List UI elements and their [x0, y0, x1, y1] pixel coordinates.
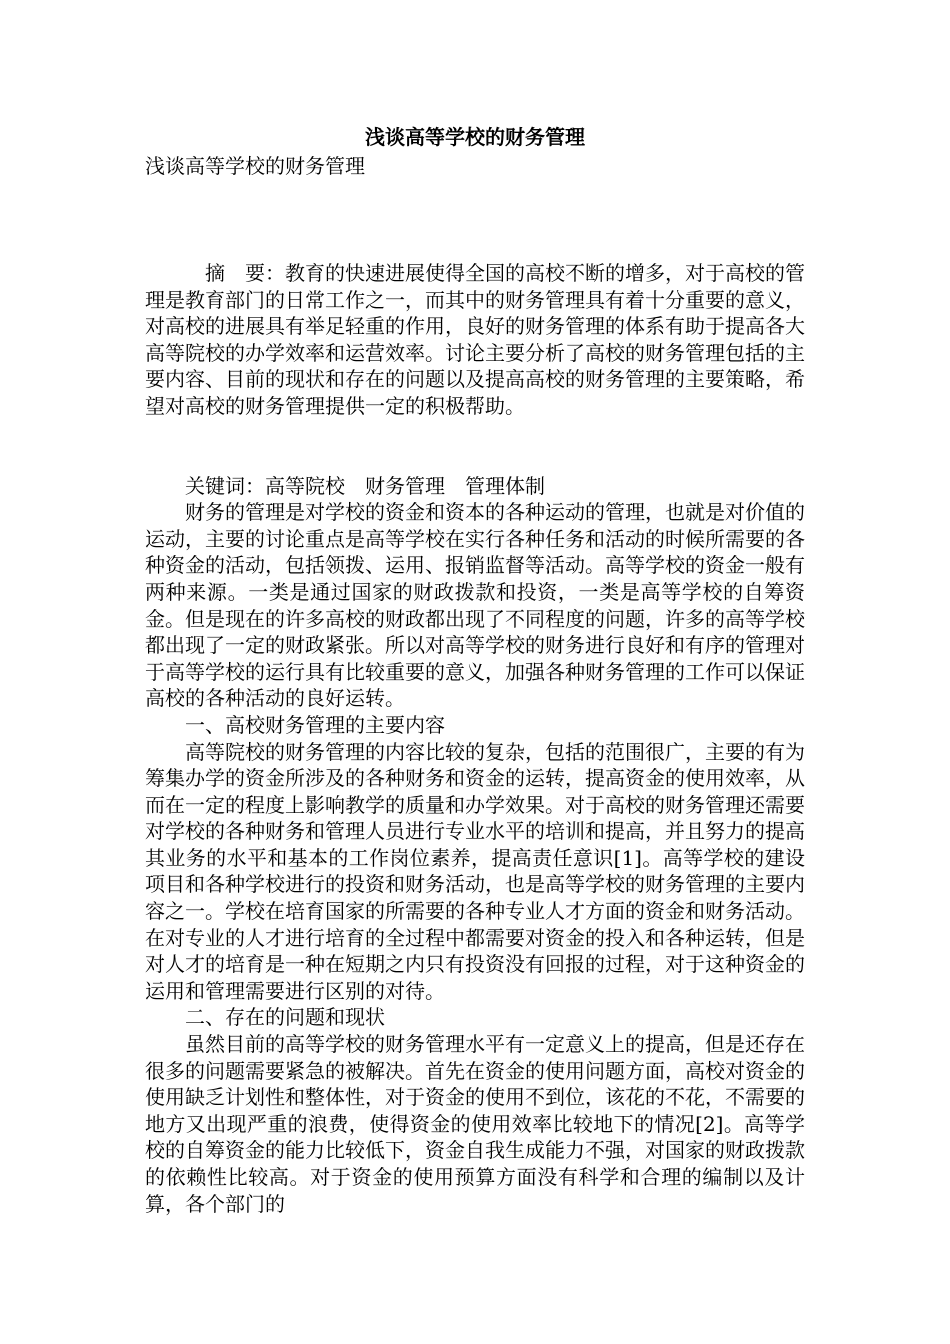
section-heading-2: 二、存在的问题和现状 [185, 1005, 385, 1030]
document-title: 浅谈高等学校的财务管理 [365, 125, 585, 149]
body-paragraph-3: 虽然目前的高等学校的财务管理水平有一定意义上的提高，但是还存在很多的问题需要紧急的被解决。首先在资金的使用问题方面，高校对资金的使用缺乏计划性和整体性，对于资金的使用不到位，该花的不花，不需要的地方又出现严重的浪费，使得资金的使用效率比较地下的情况[2]。高等学校的自筹资金的能力比较低下，资金自我生成能力不强，对国家的财政拨款的依赖性比较高。对于资金的使用预算方面没有科学和合理的编制以及计算，各个部门的 [145, 1032, 805, 1216]
keywords-line: 关键词：高等院校 财务管理 管理体制 [185, 473, 545, 498]
document-page [145, 122, 805, 1217]
body-paragraph-1: 财务的管理是对学校的资金和资本的各种运动的管理，也就是对价值的运动，主要的讨论重点是高等学校在实行各种任务和活动的时候所需要的各种资金的活动，包括领拨、运用、报销监督等活动。高等学校的资金一般有两种来源。一类是通过国家的财政拨款和投资，一类是高等学校的自筹资金。但是现在的许多高校的财政都出现了不同程度的问题，许多的高等学校都出现了一定的财政紧张。所以对高等学校的财务进行良好和有序的管理对于高等学校的运行具有比较重要的意义，加强各种财务管理的工作可以保证高校的各种活动的良好运转。 [145, 500, 805, 711]
document-subtitle: 浅谈高等学校的财务管理 [145, 154, 365, 178]
body-paragraph-2: 高等院校的财务管理的内容比较的复杂，包括的范围很广，主要的有为筹集办学的资金所涉及的各种财务和资金的运转，提高资金的使用效率，从而在一定的程度上影响教学的质量和办学效果。对于高校的财务管理还需要对学校的各种财务和管理人员进行专业水平的培训和提高，并且努力的提高其业务的水平和基本的工作岗位素养，提高责任意识[1]。高等学校的建设项目和各种学校进行的投资和财务活动，也是高等学校的财务管理的主要内容之一。学校在培育国家的所需要的各种专业人才方面的资金和财务活动。在对专业的人才进行培育的全过程中都需要对资金的投入和各种运转，但是对人才的培育是一种在短期之内只有投资没有回报的过程，对于这种资金的运用和管理需要进行区别的对待。 [145, 739, 805, 1003]
section-heading-1: 一、高校财务管理的主要内容 [185, 712, 445, 737]
abstract-paragraph: 摘 要：教育的快速进展使得全国的高校不断的增多，对于高校的管理是教育部门的日常工作之一，而其中的财务管理具有着十分重要的意义，对高校的进展具有举足轻重的作用，良好的财务管理的体系有助于提高各大高等院校的办学效率和运营效率。讨论主要分析了高校的财务管理包括的主要内容、目前的现状和存在的问题以及提高高校的财务管理的主要策略，希望对高校的财务管理提供一定的积极帮助。 [145, 261, 805, 418]
